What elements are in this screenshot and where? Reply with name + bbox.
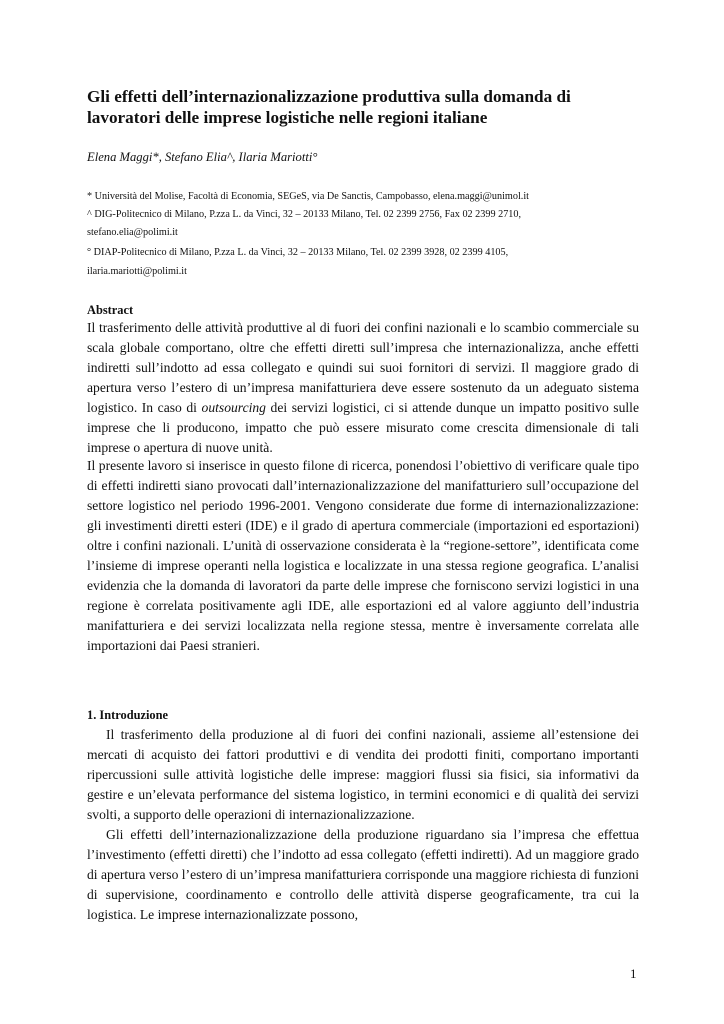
abstract-paragraph-1 [87,318,639,458]
affiliation-2: ^ DIG-Politecnico di Milano, P.zza L. da Vinci, 32 – 20133 Milano, Tel. 02 2399 2756, Fax 02 2399 2710, [87,209,522,220]
introduction-paragraph-1: Il trasferimento della produzione al di fuori dei confini nazionali, assieme all’estensione dei mercati di acquisto dei fattori produttivi e di vendita dei prodotti finiti, comportano importanti ripercussioni sulle attività logistiche delle imprese: maggiori flussi sia fisici, sia informativi da gestire e un’elevata performance del sistema logistico, in termini economici e di qualità dei servizi svolti, a supporto delle operazioni di internazionalizzazione. [87,727,639,822]
abstract-p1-italic: outsourcing [201,400,266,415]
paper-title: Gli effetti dell’internazionalizzazione produttiva sulla domanda di lavoratori delle imprese logistiche nelle regioni italiane [87,87,571,127]
affiliation-2-email: stefano.elia@polimi.it [87,227,178,238]
abstract-p1-text: Il trasferimento delle attività produttive al di fuori dei confini nazionali e lo scambio commerciale su scala globale comportano, oltre che effetti diretti sull’impresa che internazionalizza, anche effetti indiretti sull’indotto ad essa collegato e quindi sui suoi fornitori di servizi. Il maggiore grado di apertura verso l’estero di un’impresa manifatturiera deve essere sostenuto da un adeguato sistema logistico. In caso di [87,320,639,415]
affiliation-3: ° DIAP-Politecnico di Milano, P.zza L. da Vinci, 32 – 20133 Milano, Tel. 02 2399 3928, 02 2399 4105, [87,247,509,258]
introduction-heading: 1. Introduzione [87,708,169,722]
author-list: Elena Maggi*, Stefano Elia^, Ilaria Mariotti° [87,150,318,164]
abstract-heading: Abstract [87,303,134,317]
page-number: 1 [630,966,637,981]
introduction-paragraph-2: Gli effetti dell’internazionalizzazione della produzione riguardano sia l’impresa che effettua l’investimento (effetti diretti) che l’indotto ad essa collegato (effetti indiretti). Ad un maggiore grado di apertura verso l’estero di un’impresa manifatturiera corrisponde una maggiore richiesta di funzioni di supervisione, coordinamento e controllo delle attività disperse geograficamente, tra cui la logistica. Le imprese internazionalizzate possono, [87,827,639,922]
abstract-paragraph-2: Il presente lavoro si inserisce in questo filone di ricerca, ponendosi l’obiettivo di verificare quale tipo di effetti indiretti siano provocati dall’internazionalizzazione del manifatturiero sull’occupazione del settore logistico nel periodo 1996-2001. Vengono considerate due forme di internazionalizzazione: gli investimenti diretti esteri (IDE) e il grado di apertura commerciale (importazioni ed esportazioni) oltre i confini nazionali. L’unità di osservazione considerata è la “regione-settore”, identificata come l’insieme di imprese operanti nella logistica e localizzate in una stessa regione geografica. L’analisi evidenzia che la domanda di lavoratori da parte delle imprese che forniscono servizi logistici in una regione è correlata positivamente agli IDE, alle esportazioni ed al valore aggiunto dell’industria manifatturiera e dei servizi localizzata nella regione stessa, mentre è inversamente correlata alle importazioni dai Paesi stranieri. [87,458,639,653]
affiliation-3-email: ilaria.mariotti@polimi.it [87,266,187,277]
affiliation-1: * Università del Molise, Facoltà di Economia, SEGeS, via De Sanctis, Campobasso, elena.maggi@unimol.it [87,191,529,202]
abstract-p1-text-end: dei servizi logistici, ci si attende dunque un impatto positivo sulle imprese che li producono, impatto che può essere misurato come crescita dimensionale di tali imprese o apertura di nuove unità. [87,400,639,455]
